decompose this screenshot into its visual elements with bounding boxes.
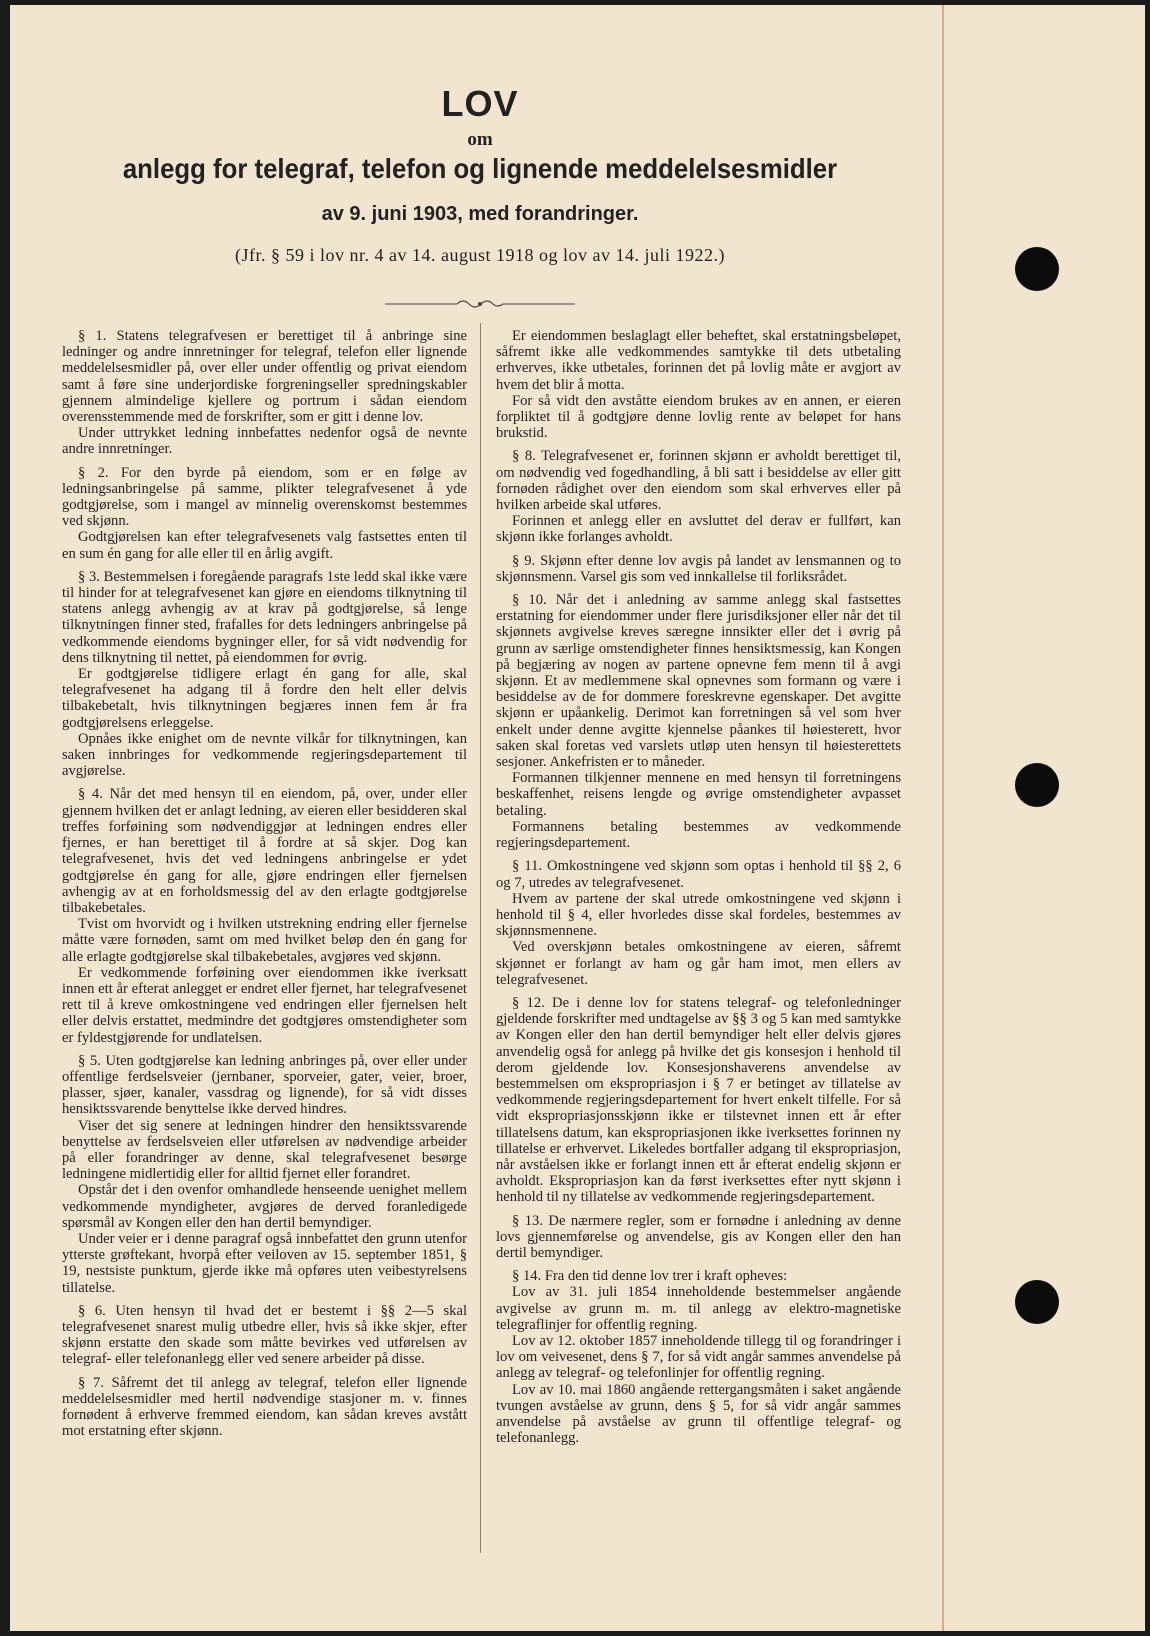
margin-line xyxy=(942,5,944,1631)
title-reference: (Jfr. § 59 i lov nr. 4 av 14. august 1918 og lov av 14. juli 1922.) xyxy=(235,245,725,265)
paragraph: Under veier er i denne paragraf også innbefattet den grunn utenfor ytterste grøftekant, hvorpå efter veiloven av 15. september 1851, § 19, nestsiste punktum, gjerde ikke må opføres uten veibestyrelsens tillatelse. xyxy=(62,1230,467,1296)
section-paragraph: § 7. Såfremt det til anlegg av telegraf, telefon eller lignende meddelelsesmidler med hertil nødvendige stasjoner m. v. finnes fornødent å erhverve fremmed eiendom, kan sådan kreves avstått mot erstatning efter skjønn. xyxy=(62,1374,467,1440)
paragraph: Er godtgjørelse tidligere erlagt én gang for alle, skal telegrafvesenet ha adgang til å fordre den helt eller delvis tilbakebetalt, hvis tilknytningen begjæres innen fem år fra godtgjørelsens erleggelse. xyxy=(62,666,467,731)
ornament-divider-icon xyxy=(385,297,575,311)
paragraph: Under uttrykket ledning innbefattes nedenfor også de nevnte andre innretninger. xyxy=(62,425,467,458)
section-paragraph: § 1. Statens telegrafvesen er berettiget til å anbringe sine ledninger og andre innretninger for telegraf, telefon eller lignende meddelelsesmidler på, over eller under offentlig og privat eiendom samt å føre sine underjordiske forgreningseller spredningskabler gjennem almindelige kjellere og portrum i sådan eiendom overensstemmende med de forskrifter, som er gitt i denne lov. xyxy=(62,328,467,426)
section-paragraph: § 8. Telegrafvesenet er, forinnen skjønn er avholdt berettiget til, om nødvendig ved fogedhandling, å bli satt i besiddelse av eller gitt fornøden rådighet over den eiendom som skal erhverves eller på hvilken arbeide skal utføres. xyxy=(496,448,901,514)
section-paragraph: § 14. Fra den tid denne lov trer i kraft opheves: xyxy=(512,1268,788,1285)
paragraph: Lov av 10. mai 1860 angående rettergangsmåten i saket angående tvungen avståelse av grunn, dens § 5, for så vidr angår sammes anvendelse på avståelse av grunn til offentlige telegraf- og telefonanlegg. xyxy=(496,1381,901,1447)
paragraph: Formannen tilkjenner mennene en med hensyn til forretningens beskaffenhet, reisens lengde og øvrige omstendigheter avpasset betaling. xyxy=(496,770,901,819)
paragraph: Hvem av partene der skal utrede omkostningene ved skjønn i henhold til § 4, eller hvorledes disse skal fordeles, bestemmes av skjønnsmennene. xyxy=(496,890,901,940)
paragraph: Forinnen et anlegg eller en avsluttet del derav er fullført, kan skjønn ikke forlanges avholdt. xyxy=(496,513,901,546)
paragraph: Ved overskjønn betales omkostningene av eieren, såfremt skjønnet er forlangt av ham og går ham imot, men ellers av telegrafvesenet. xyxy=(496,939,901,988)
title-subject: anlegg for telegraf, telefon og lignende meddelelsesmidler xyxy=(122,153,838,184)
paragraph: Opstår det i den ovenfor omhandlede henseende uenighet mellem vedkommende myndigheter, avgjøres de derved foranledigede spørsmål av Kongen eller den han dertil bemyndiger. xyxy=(62,1182,467,1231)
paragraph: Godtgjørelsen kan efter telegrafvesenets valg fastsettes enten til en sum én gang for alle eller til en årlig avgift. xyxy=(62,529,467,562)
section-paragraph: § 5. Uten godtgjørelse kan ledning anbringes på, over eller under offentlige ferdselsveier (jernbaner, sporveier, gater, veier, broer, plasser, sjøer, kanaler, vassdrag og lignende), for så vidt disses hensiktssvarende benyttelse ikke derved hindres. xyxy=(62,1052,467,1118)
title-om: om xyxy=(467,129,493,150)
section-paragraph: § 12. De i denne lov for statens telegraf- og telefonledninger gjeldende forskrifter med undtagelse av §§ 3 og 5 kan med samtykke av Kongen eller den han dertil bemyndiger helt eller delvis gjøres anvendelig også for anlegg på hvilke det gis konsesjon i henhold til derom gjeldende lov. Konsesjonshaverens anvendelse av bestemmelsen om ekspropriasjon i § 7 er betinget av tillatelse av vedkommende regjeringsdepartement for hvert enkelt tilfelle. For så vidt ekspropriasjonsskjønn ikke er tilstevnet innen ett år efter tillatelsens datum, kan ekspropriasjonen ikke iverksettes forinnen ny tillatelse er erhvervet. Likeledes bortfaller adgang til ekspropriasjon, når avståelsen ikke er forlangt innen ett år efterat endelig skjønn er avholdt. Ekspropriasjon kan da først iverksettes efter nytt skjønn i henhold til ny tillatelse av vedkommende regjeringsdepartement. xyxy=(496,994,901,1206)
punch-hole-top xyxy=(1015,247,1059,291)
section-paragraph: § 9. Skjønn efter denne lov avgis på landet av lensmannen og to skjønnsmenn. Varsel gis som ved innkallelse til forliksrådet. xyxy=(496,552,901,585)
paragraph: For så vidt den avståtte eiendom brukes av en annen, er eieren forpliktet til å godtgjøre denne lovlig rente av beløpet for hans brukstid. xyxy=(496,392,901,442)
paragraph: Formannens betaling bestemmes av vedkommende regjeringsdepartement. xyxy=(496,818,901,852)
paragraph: Lov av 31. juli 1854 inneholdende bestemmelser angående avgivelse av grunn m. m. til anlegg av elektro-magnetiske telegraflinjer for offentlig regning. xyxy=(496,1284,901,1333)
document-page xyxy=(10,5,1145,1631)
paragraph: Viser det sig senere at ledningen hindrer den hensiktssvarende benyttelse av ferdselsveien eller utførelsen av nødvendige arbeider på eller forandringer av denne, skal telegrafvesenet besørge ledningene midlertidig eller for alltid fjernet eller forandret. xyxy=(62,1117,467,1183)
column-divider xyxy=(480,323,481,1553)
section-paragraph: § 3. Bestemmelsen i foregående paragrafs 1ste ledd skal ikke være til hinder for at telegrafvesenet kan gjøre en eiendoms tilknytning til statens anlegg avhengig av at krav på godtgjørelse, så lenge tilknytningen finner sted, frafalles for dets ledningers anbringelse på vedkommende eiendoms bygninger eller, for så vidt nødvendig for dens tilknytning til nettet, på eiendommen for øvrig. xyxy=(62,568,467,666)
paragraph: Lov av 12. oktober 1857 inneholdende tillegg til og forandringer i lov om veivesenet, dens § 7, for så vidt angår sammes anvendelse på anlegg av telegraf- og telefonlinjer for offentlig regning. xyxy=(496,1332,901,1382)
section-paragraph: § 13. De nærmere regler, som er fornødne i anledning av denne lovs gjennemførelse og anvendelse, gis av Kongen eller den han dertil bemyndiger. xyxy=(496,1212,901,1261)
section-paragraph: § 6. Uten hensyn til hvad det er bestemt i §§ 2—5 skal telegrafvesenet snarest mulig utbedre eller, hvis så ikke skjer, efter skjønn erstatte den skade som måtte bevirkes ved utførelsen av telegraf- eller telefonanlegg eller ved senere arbeider på disse. xyxy=(62,1302,467,1368)
paragraph: Er eiendommen beslaglagt eller beheftet, skal erstatningsbeløpet, såfremt ikke alle vedkommendes samtykke til dets utbetaling erhverves, ikke utbetales, forinnen det på lovlig måte er avgjort av hvem det blir å motta. xyxy=(496,328,901,393)
punch-hole-middle xyxy=(1015,763,1059,807)
section-paragraph: § 2. For den byrde på eiendom, som er en følge av ledningsanbringelse på samme, plikter telegrafvesenet å yde godtgjørelse, som i mangel av minnelig overenskomst bestemmes ved skjønn. xyxy=(62,464,467,530)
section-paragraph: § 11. Omkostningene ved skjønn som optas i henhold til §§ 2, 6 og 7, utredes av telegrafvesenet. xyxy=(496,858,901,891)
punch-hole-bottom xyxy=(1015,1280,1059,1324)
paragraph: Opnåes ikke enighet om de nevnte vilkår for tilknytningen, kan saken innbringes for vedkommende regjeringsdepartement til avgjørelse. xyxy=(62,730,467,780)
left-column xyxy=(62,328,467,1439)
section-paragraph: § 4. Når det med hensyn til en eiendom, på, over, under eller gjennem hvilken det er anlagt ledning, av eieren eller besidderen skal treffes forføining som nødvendiggjør at ledningen endres eller fjernes, er han berettiget til å fordre at så skjer. Dog kan telegrafvesenet, hvis det ved ledningens anbringelse er ydet godtgjørelse én gang for alle, gjøre endringen eller fjernelsen avhengig av at en forholdsmessig del av den erlagte godtgjørelse tilbakebetales. xyxy=(62,786,467,916)
paragraph: Tvist om hvorvidt og i hvilken utstrekning endring eller fjernelse måtte være fornøden, samt om med hvilket beløp den én gang for alle erlagte godtgjørelse skal tilbakebetales, avgjøres ved skjønn. xyxy=(62,916,467,965)
section-paragraph: § 10. Når det i anledning av samme anlegg skal fastsettes erstatning for eiendommer under flere jurisdiksjoner eller når det til skjønnets avgivelse kreves særegne innsikter eller det i øvrig på grunn av særlige omstendigheter finnes hensiktsmessig, kan Kongen på begjæring av nogen av partene opnevne fem menn til å avgi skjønn. Et av medlemmene skal opnevnes som formann og være i besiddelse av de for dommere foreskrevne egenskaper. Det avgitte skjønn er upåankelig. Derimot kan forretningen så vel som hver enkelt under denne avgitte kjennelse påankes til høiesterett, hvor saken skal foretas ved varslets utløp uten hensyn til høiesterettets sesjoner. Ankefristen er to måneder. xyxy=(496,592,901,771)
title-date: av 9. juni 1903, med forandringer. xyxy=(321,203,639,225)
paragraph: Er vedkommende forføining over eiendommen ikke iverksatt innen ett år efterat anlegget er endret eller fjernet, har telegrafvesenet rett til å kreve omkostningene ved endringen eller fjernelsen helt eller delvis erstattet, medmindre det godtgjøres omstendigheter som er fyldestgjørende for undlatelsen. xyxy=(62,964,467,1046)
title-lov: LOV xyxy=(441,83,519,124)
right-column xyxy=(496,328,901,1446)
